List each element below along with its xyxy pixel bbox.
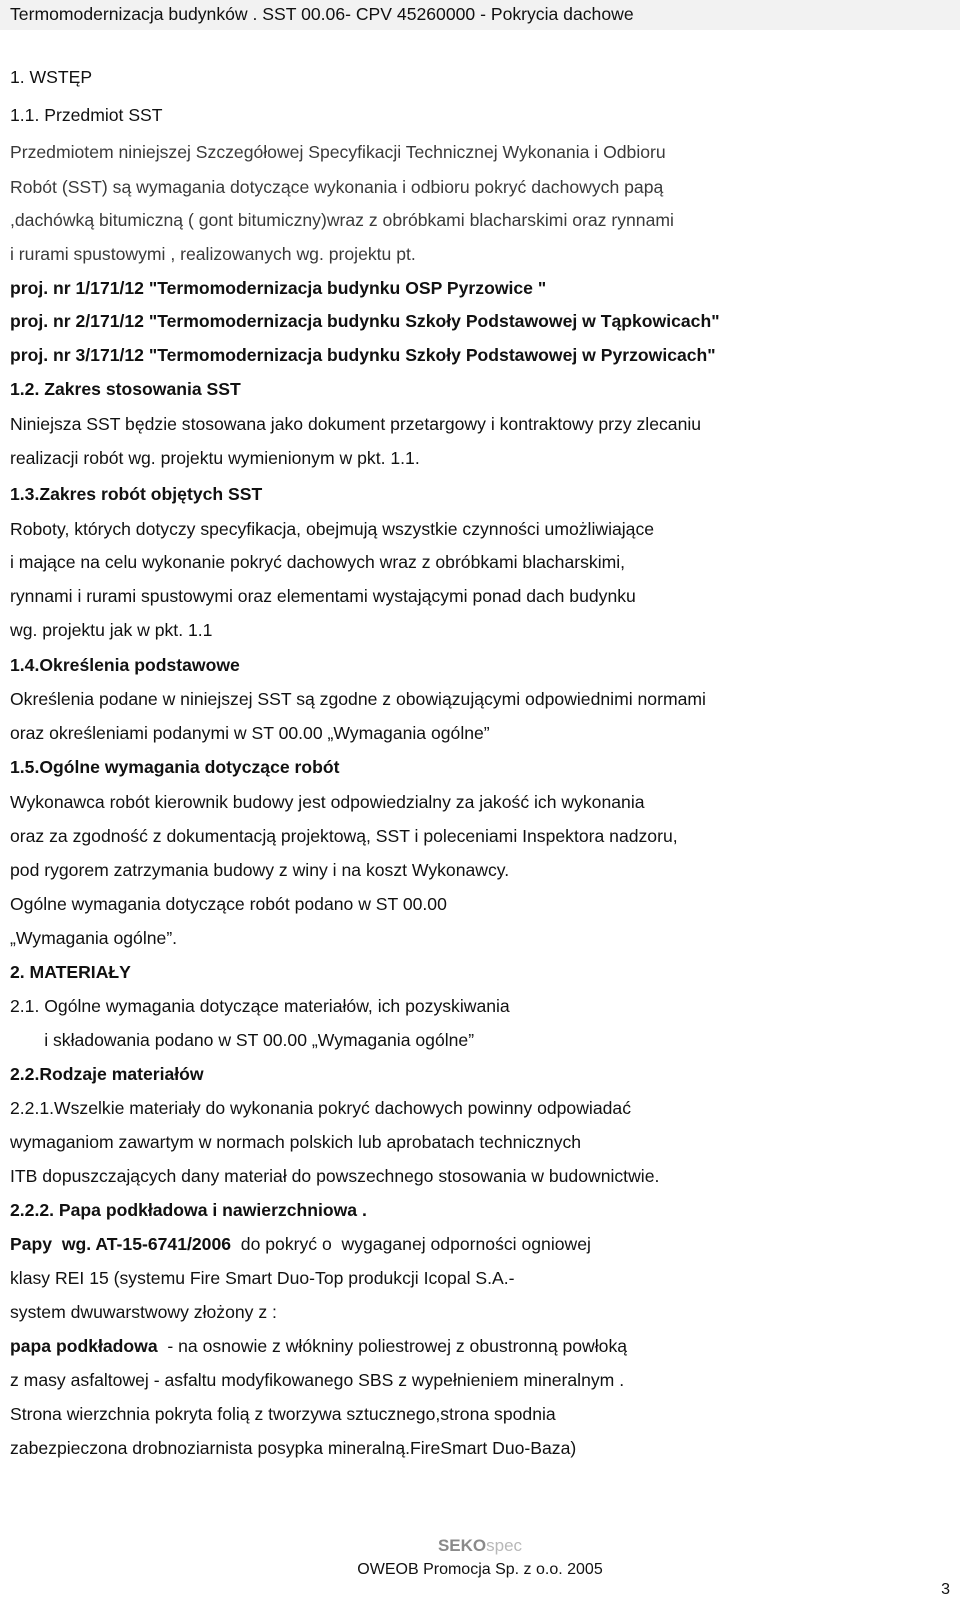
logo-bold: SEKO [437,1536,487,1555]
paragraph-line: i mające na celu wykonanie pokryć dachowych wraz z obróbkami blacharskimi, [10,552,626,572]
project-reference: proj. nr 2/171/12 "Termomodernizacja budynku Szkoły Podstawowej w Tąpkowicach" [10,311,720,331]
paragraph-line: oraz określeniami podanymi w ST 00.00 „Wymagania ogólne” [10,723,490,743]
line-rest: - na osnowie z włókniny poliestrowej z obustronną powłoką [157,1336,628,1356]
paragraph-line: Przedmiotem niniejszej Szczegółowej Specyfikacji Technicznej Wykonania i Odbioru [10,142,666,162]
paragraph-line: Roboty, których dotyczy specyfikacja, obejmują wszystkie czynności umożliwiające [10,519,655,539]
paragraph-line: ITB dopuszczających dany materiał do powszechnego stosowania w budownictwie. [10,1166,660,1186]
paragraph-line: oraz za zgodność z dokumentacją projektową, SST i poleceniami Inspektora nadzoru, [10,826,678,846]
paragraph-line: wymaganiom zawartym w normach polskich lub aprobatach technicznych [10,1132,582,1152]
subsection-heading: 1.2. Zakres stosowania SST [10,379,241,399]
subsection-heading: 2.2.Rodzaje materiałów [10,1064,204,1084]
paragraph-line: Ogólne wymagania dotyczące robót podano w ST 00.00 [10,894,447,914]
paragraph-line: Strona wierzchnia pokryta folią z tworzywa sztucznego,strona spodnia [10,1404,556,1424]
subsection-heading: 1.1. Przedmiot SST [10,105,163,125]
paragraph-line: system dwuwarstwowy złożony z : [10,1302,277,1322]
paragraph-line: Robót (SST) są wymagania dotyczące wykonania i odbioru pokryć dachowych papą [10,177,664,197]
paragraph-line: „Wymagania ogólne”. [10,928,178,948]
section-heading: 2. MATERIAŁY [10,962,131,982]
project-reference: proj. nr 1/171/12 "Termomodernizacja budynku OSP Pyrzowice " [10,278,547,298]
paragraph-line: realizacji robót wg. projektu wymienionym w pkt. 1.1. [10,448,420,468]
paragraph-line: z masy asfaltowej - asfaltu modyfikowanego SBS z wypełnieniem mineralnym . [10,1370,625,1390]
paragraph-line: 2.2.1.Wszelkie materiały do wykonania pokryć dachowych powinny odpowiadać [10,1098,631,1118]
line-rest: do pokryć o wygaganej odporności ogniowej [231,1234,591,1254]
paragraph-line: klasy REI 15 (systemu Fire Smart Duo-Top produkcji Icopal S.A.- [10,1268,515,1288]
paragraph-line: zabezpieczona drobnoziarnista posypka mineralną.FireSmart Duo-Baza) [10,1438,577,1458]
paragraph-line: Wykonawca robót kierownik budowy jest odpowiedzialny za jakość ich wykonania [10,792,645,812]
paragraph-line: i składowania podano w ST 00.00 „Wymagania ogólne” [10,1030,475,1050]
paragraph-line: ,dachówką bitumiczną ( gont bitumiczny)wraz z obróbkami blacharskimi oraz rynnami [10,210,674,230]
subsection-heading: 2.2.2. Papa podkładowa i nawierzchniowa . [10,1200,367,1220]
project-reference: proj. nr 3/171/12 "Termomodernizacja budynku Szkoły Podstawowej w Pyrzowicach" [10,345,716,365]
footer-logo [0,1536,960,1556]
page-number: 3 [941,1581,950,1598]
paragraph-line: Określenia podane w niniejszej SST są zgodne z obowiązującymi odpowiednimi normami [10,689,706,709]
paragraph-line [10,1233,591,1255]
subsection-heading: 1.4.Określenia podstawowe [10,655,240,675]
subsection-heading: 1.5.Ogólne wymagania dotyczące robót [10,757,340,777]
page-header [0,0,960,30]
paragraph-line: rynnami i rurami spustowymi oraz elementami wystającymi ponad dach budynku [10,586,636,606]
footer-organization: OWEOB Promocja Sp. z o.o. 2005 [357,1561,603,1578]
paragraph-line [10,1335,627,1357]
paragraph-line: i rurami spustowymi , realizowanych wg. projektu pt. [10,244,416,264]
subsection-heading: 1.3.Zakres robót objętych SST [10,484,263,504]
paragraph-line: wg. projektu jak w pkt. 1.1 [10,620,213,640]
bold-lead: Papy wg. AT-15-6741/2006 [10,1234,232,1254]
bold-lead: papa podkładowa [10,1336,158,1356]
paragraph-line: pod rygorem zatrzymania budowy z winy i na koszt Wykonawcy. [10,860,510,880]
section-heading: 1. WSTĘP [10,67,93,87]
header-title: Termomodernizacja budynków . SST 00.06- CPV 45260000 - Pokrycia dachowe [10,4,634,24]
subsection-heading: 2.1. Ogólne wymagania dotyczące materiałów, ich pozyskiwania [10,996,510,1016]
logo-light: spec [486,1536,523,1555]
paragraph-line: Niniejsza SST będzie stosowana jako dokument przetargowy i kontraktowy przy zlecaniu [10,414,702,434]
